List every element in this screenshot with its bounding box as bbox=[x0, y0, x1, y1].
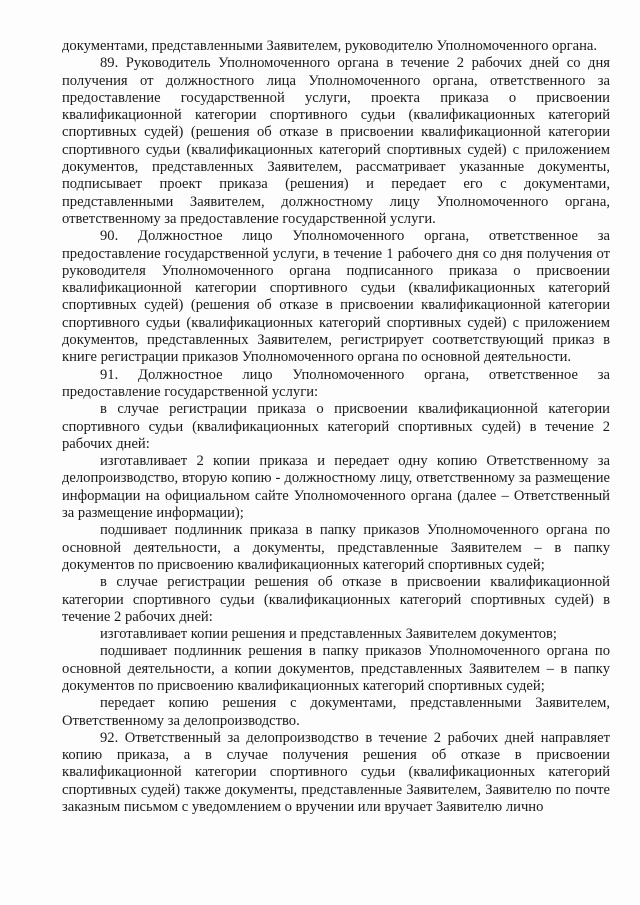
paragraph-91-transfer: передает копию решения с документами, представленными Заявителем, Ответственному за делопроизводство. bbox=[62, 695, 610, 729]
document-body bbox=[62, 38, 610, 816]
paragraph-continuation: документами, представленными Заявителем, руководителю Уполномоченного органа. bbox=[62, 38, 598, 54]
paragraph-91: 91. Должностное лицо Уполномоченного органа, ответственное за предоставление государственной услуги: bbox=[62, 366, 610, 400]
paragraph-91-file-order: подшивает подлинник приказа в папку приказов Уполномоченного органа по основной деятельности, а документы, представленные Заявителем – в папку документов по присвоению квалификационных категорий спортивных судей; bbox=[62, 522, 610, 573]
paragraph-91-case-order: в случае регистрации приказа о присвоении квалификационной категории спортивного судьи (квалификационных категорий спортивных судей) в течение 2 рабочих дней: bbox=[62, 401, 610, 452]
paragraph-90: 90. Должностное лицо Уполномоченного органа, ответственное за предоставление государственной услуги, в течение 1 рабочего дня со дня получения от руководителя Уполномоченного органа подписанного приказа о присвоении квалификационной категории спортивного судьи (квалификационных категорий спортивных судей) (решения об отказе в присвоении квалификационной категории спортивного судьи (квалификационных категорий спортивных судей) с приложением документов, представленных Заявителем, регистрирует соответствующий приказ в книге регистрации приказов Уполномоченного органа по основной деятельности. bbox=[62, 228, 610, 366]
paragraph-89: 89. Руководитель Уполномоченного органа в течение 2 рабочих дней со дня получения от должностного лица Уполномоченного органа, ответственного за предоставление государственной услуги, проекта приказа о присвоении квалификационной категории спортивного судьи (квалификационных категорий спортивных судей) (решения об отказе в присвоении квалификационной категории спортивного судьи (квалификационных категорий спортивных судей) с приложением документов, представленных Заявителем, рассматривает указанные документы, подписывает проект приказа (решения) и передает его с документами, представленными Заявителем, должностному лицу Уполномоченного органа, ответственному за предоставление государственной услуги. bbox=[62, 55, 610, 227]
paragraph-91-case-refusal: в случае регистрации решения об отказе в присвоении квалификационной категории спортивного судьи (квалификационных категорий спортивных судей) в течение 2 рабочих дней: bbox=[62, 574, 610, 625]
paragraph-91-refusal-copies: изготавливает копии решения и представленных Заявителем документов; bbox=[100, 626, 557, 643]
paragraph-92: 92. Ответственный за делопроизводство в течение 2 рабочих дней направляет копию приказа, а в случае получения решения об отказе в присвоении квалификационной категории спортивного судьи (квалификационных категорий спортивных судей) также документы, представленные Заявителем, Заявителю по почте заказным письмом с уведомлением о вручении или вручает Заявителю лично bbox=[62, 729, 610, 816]
paragraph-91-file-refusal: подшивает подлинник решения в папку приказов Уполномоченного органа по основной деятельности, а копии документов, представленных Заявителем – в папку документов по присвоению квалификационных категорий спортивных судей; bbox=[62, 643, 610, 694]
paragraph-91-copies: изготавливает 2 копии приказа и передает одну копию Ответственному за делопроизводство, вторую копию - должностному лицу, ответственному за размещение информации на официальном сайте Уполномоченного органа (далее – Ответственный за размещение информации); bbox=[62, 453, 610, 522]
